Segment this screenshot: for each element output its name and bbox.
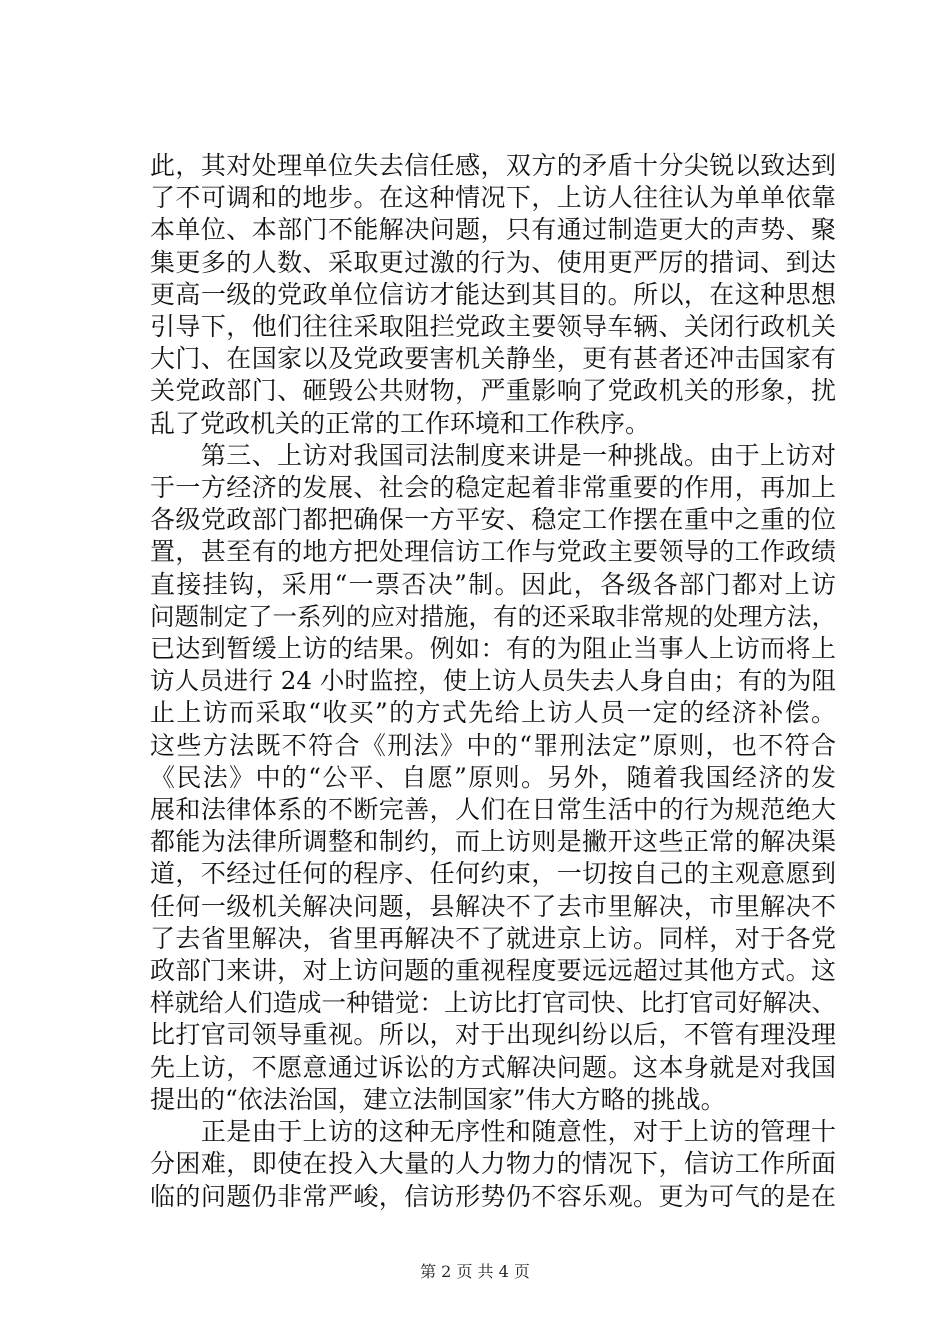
text-line: 止上访而采取“收买”的方式先给上访人员一定的经济补偿。 (150, 698, 836, 728)
text-line: 比打官司领导重视。所以，对于出现纠纷以后，不管有理没理 (150, 1020, 836, 1050)
text-line: 正是由于上访的这种无序性和随意性，对于上访的管理十 (150, 1117, 836, 1147)
body-text (150, 150, 836, 1213)
text-line: 都能为法律所调整和制约，而上访则是撇开这些正常的解决渠 (150, 827, 836, 857)
text-line: 置，甚至有的地方把处理信访工作与党政主要领导的工作政绩 (150, 537, 836, 567)
text-line: 直接挂钩，采用“一票否决”制。因此，各级各部门都对上访 (150, 569, 836, 599)
text-line: 道，不经过任何的程序、任何约束，一切按自己的主观意愿到 (150, 859, 836, 889)
text-line: 更高一级的党政单位信访才能达到其目的。所以，在这种思想 (150, 279, 836, 309)
page-number-footer: 第 2 页 共 4 页 (420, 1262, 530, 1281)
text-line: 关党政部门、砸毁公共财物，严重影响了党政机关的形象，扰 (150, 376, 836, 406)
text-line: 了不可调和的地步。在这种情况下，上访人往往认为单单依靠 (150, 183, 836, 213)
text-line-paragraph-end: 提出的“依法治国，建立法制国家”伟大方略的挑战。 (150, 1084, 726, 1114)
text-line: 分困难，即使在投入大量的人力物力的情况下，信访工作所面 (150, 1149, 836, 1179)
text-line: 于一方经济的发展、社会的稳定起着非常重要的作用，再加上 (150, 473, 836, 503)
text-line: 临的问题仍非常严峻，信访形势仍不容乐观。更为可气的是在 (150, 1181, 836, 1211)
text-line: 展和法律体系的不断完善，人们在日常生活中的行为规范绝大 (150, 795, 836, 825)
text-line: 集更多的人数、采取更过激的行为、使用更严厉的措词、到达 (150, 247, 836, 277)
text-line: 了去省里解决，省里再解决不了就进京上访。同样，对于各党 (150, 923, 836, 953)
text-line: 《民法》中的“公平、自愿”原则。另外，随着我国经济的发 (150, 762, 836, 792)
text-line: 已达到暂缓上访的结果。例如：有的为阻止当事人上访而将上 (150, 634, 836, 664)
text-line: 政部门来讲，对上访问题的重视程度要远远超过其他方式。这 (150, 956, 836, 986)
text-line: 第三、上访对我国司法制度来讲是一种挑战。由于上访对 (150, 440, 836, 470)
text-line: 大门、在国家以及党政要害机关静坐，更有甚者还冲击国家有 (150, 344, 836, 374)
text-line-paragraph-end: 乱了党政机关的正常的工作环境和工作秩序。 (150, 408, 651, 438)
text-line: 样就给人们造成一种错觉：上访比打官司快、比打官司好解决、 (150, 988, 836, 1018)
text-line: 此，其对处理单位失去信任感，双方的矛盾十分尖锐以致达到 (150, 151, 836, 180)
text-line: 任何一级机关解决问题，县解决不了去市里解决，市里解决不 (150, 891, 836, 921)
text-line: 这些方法既不符合《刑法》中的“罪刑法定”原则，也不符合 (150, 730, 836, 760)
text-line: 各级党政部门都把确保一方平安、稳定工作摆在重中之重的位 (150, 505, 836, 535)
text-line: 访人员进行 24 小时监控，使上访人员失去人身自由；有的为阻 (150, 666, 836, 696)
text-line: 引导下，他们往往采取阻拦党政主要领导车辆、关闭行政机关 (150, 312, 836, 342)
text-line: 本单位、本部门不能解决问题，只有通过制造更大的声势、聚 (150, 215, 836, 245)
text-line: 问题制定了一系列的应对措施，有的还采取非常规的处理方法， (150, 601, 836, 631)
text-line: 先上访，不愿意通过诉讼的方式解决问题。这本身就是对我国 (150, 1052, 836, 1082)
